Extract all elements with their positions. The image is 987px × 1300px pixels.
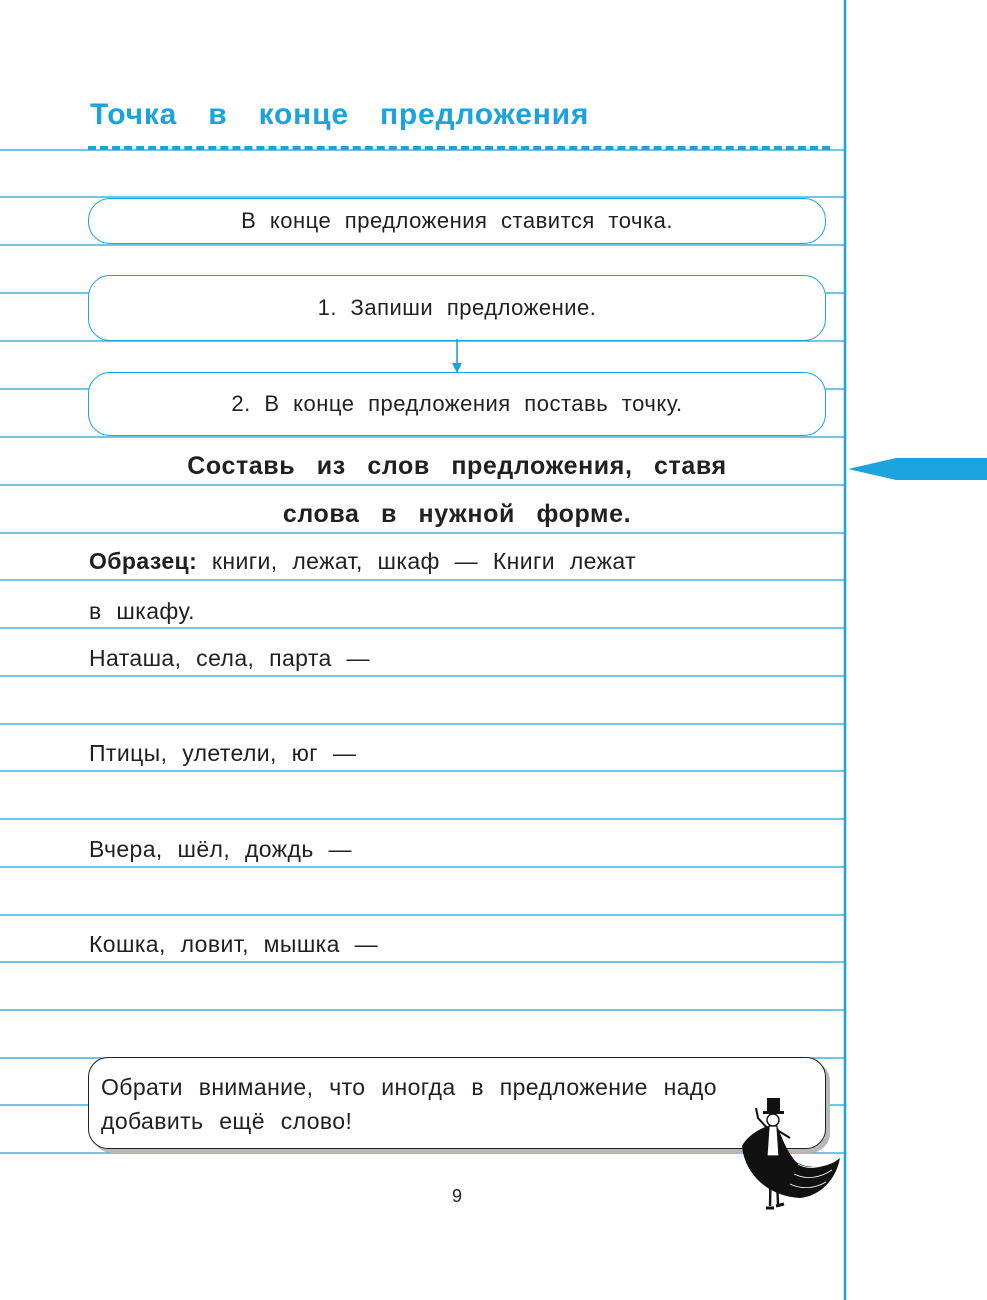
sample-line <box>89 548 636 575</box>
page-title: Точка в конце предложения <box>90 98 590 131</box>
step-2-box <box>88 372 826 436</box>
step-2-text: 2. В конце предложения поставь точку. <box>231 391 683 416</box>
step-1-text: 1. Запиши предложение. <box>317 295 597 320</box>
page-number: 9 <box>451 1186 462 1206</box>
instruction-line-1: Составь из слов предложения, ставя <box>187 452 727 480</box>
sample-text: книги, лежат, шкаф — Книги лежат <box>197 548 636 574</box>
exercise-item: Наташа, села, парта — <box>89 645 370 671</box>
note-text: Обрати внимание, что иногда в предложение надо добавить ещё слово! <box>101 1074 717 1134</box>
note-box <box>88 1057 826 1149</box>
rule-text: В конце предложения ставится точка. <box>241 208 673 233</box>
instruction-line-2: слова в нужной форме. <box>282 500 632 528</box>
title-underline <box>88 146 830 150</box>
sample-continuation: в шкафу. <box>89 598 195 624</box>
tab-marker-icon <box>848 458 987 480</box>
arrow-down-icon <box>449 339 465 375</box>
exercise-item: Кошка, ловит, мышка — <box>89 931 379 957</box>
step-1-box <box>88 275 826 341</box>
rule-box <box>88 198 826 244</box>
exercise-item: Птицы, улетели, юг — <box>89 740 357 766</box>
sample-label: Образец: <box>89 548 198 574</box>
dancing-figure-illustration <box>738 1098 842 1216</box>
exercise-item: Вчера, шёл, дождь — <box>89 836 352 862</box>
